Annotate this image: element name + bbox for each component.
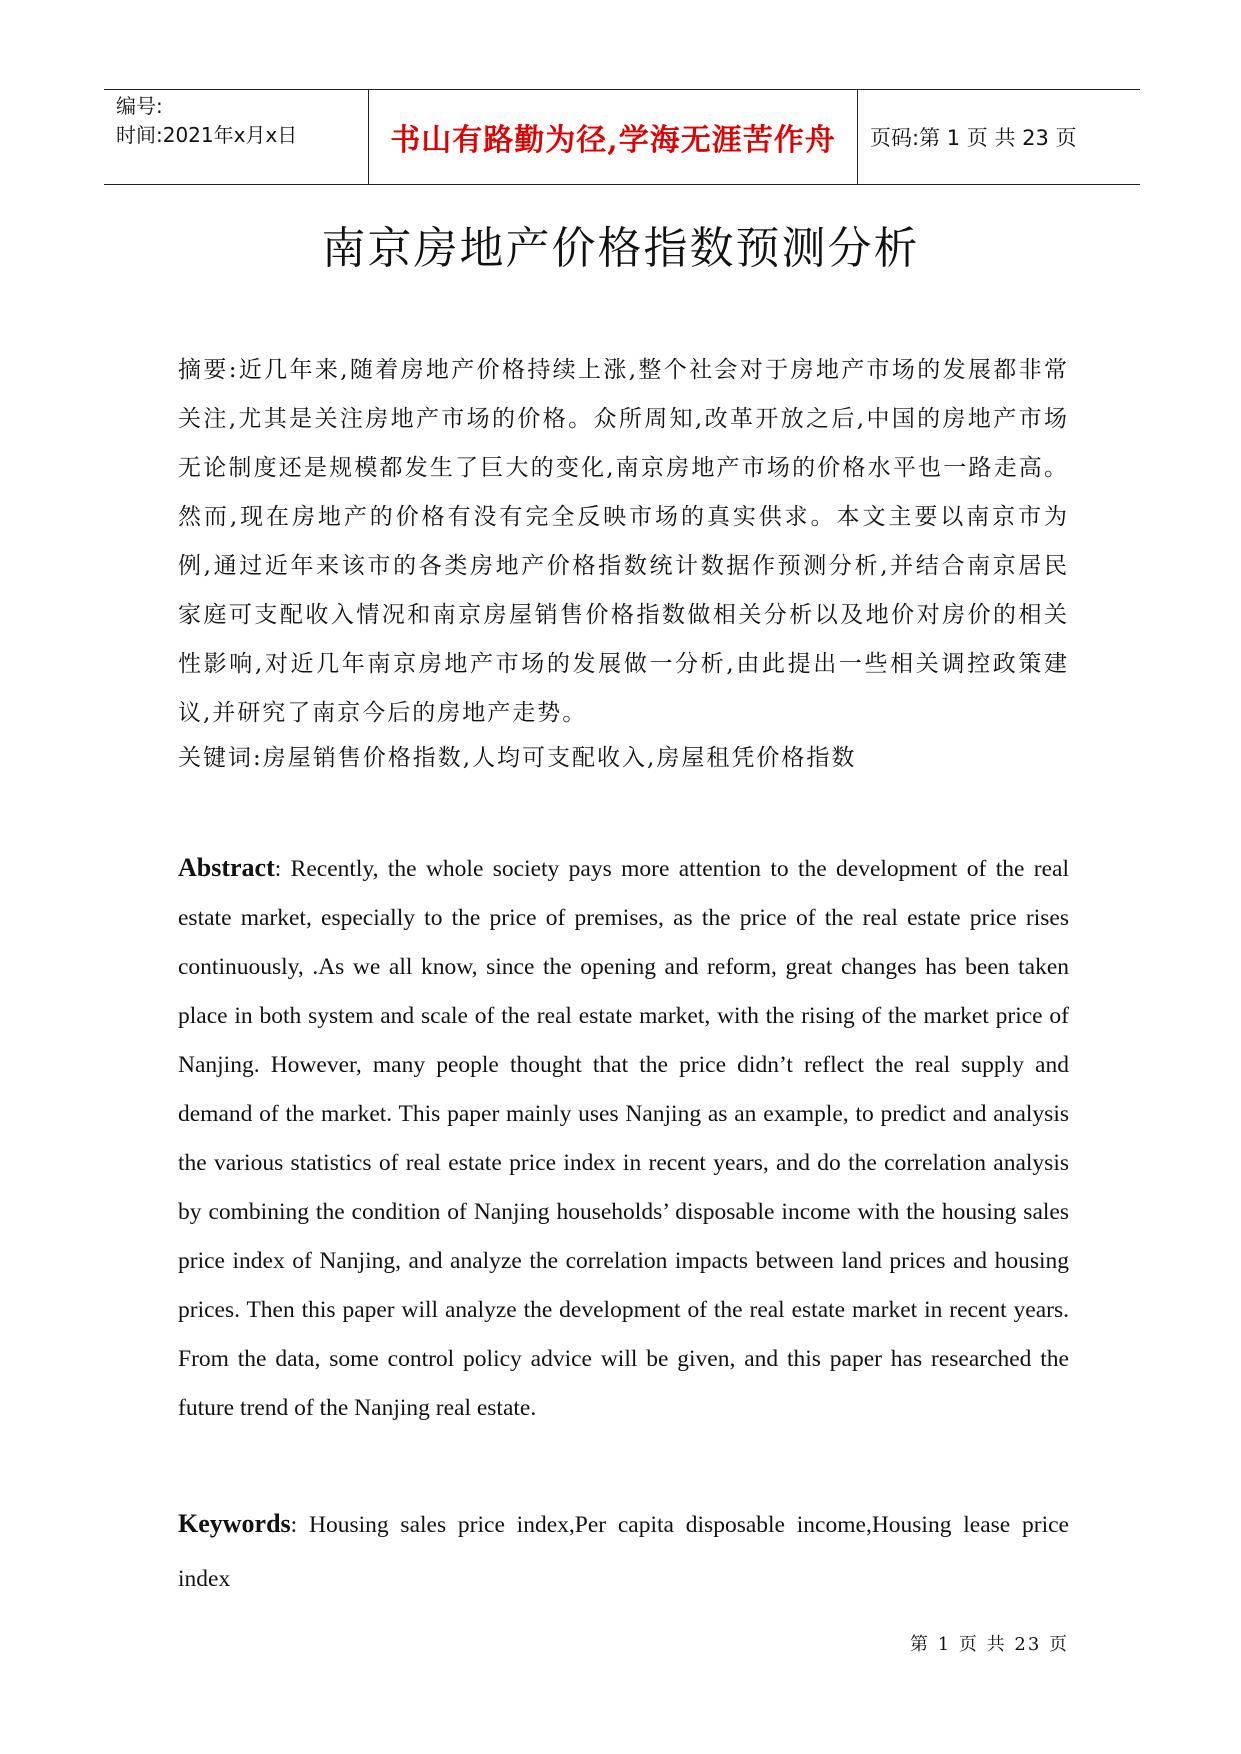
header-motto: 书山有路勤为径,学海无涯苦作舟: [369, 90, 858, 184]
page-header: [104, 89, 1140, 185]
abstract-chinese: 摘要:近几年来,随着房地产价格持续上涨,整个社会对于房地产市场的发展都非常关注,尤其是关注房地产市场的价格。众所周知,改革开放之后,中国的房地产市场无论制度还是规模都发生了巨大的变化,南京房地产市场的价格水平也一路走高。然而,现在房地产的价格有没有完全反映市场的真实供求。本文主要以南京市为例,通过近年来该市的各类房地产价格指数统计数据作预测分析,并结合南京居民家庭可支配收入情况和南京房屋销售价格指数做相关分析以及地价对房价的相关性影响,对近几年南京房地产市场的发展做一分析,由此提出一些相关调控政策建议,并研究了南京今后的房地产走势。: [178, 357, 1069, 726]
page-footer: 第 1 页 共 23 页: [910, 1634, 1069, 1655]
document-number-label: 编号:: [116, 94, 163, 118]
keywords-label: Keywords: [178, 1509, 291, 1538]
paper-title: 南京房地产价格指数预测分析: [321, 223, 920, 274]
header-meta: [104, 90, 369, 184]
abstract-english: [178, 843, 1069, 1433]
keywords-english: [178, 1497, 1069, 1606]
header-page-info: 页码:第 1 页 共 23 页: [870, 126, 1077, 150]
keywords-chinese: 关键词:房屋销售价格指数,人均可支配收入,房屋租凭价格指数: [178, 745, 857, 771]
document-time: 时间:2021年x月x日: [116, 123, 298, 147]
abstract-english-text: : Recently, the whole society pays more attention to the development of the real estate market, especially to the price of premises, as the price of the real estate price rises continuously, .As we all know, since the opening and reform, great changes has been taken place in both system and scale of the real estate market, with the rising of the market price of Nanjing. However, many people thought that the price didn’t reflect the real supply and demand of the market. This paper mainly uses Nanjing as an example, to predict and analysis the various statistics of real estate price index in recent years, and do the correlation analysis by combining the condition of Nanjing households’ disposable income with the housing sales price index of Nanjing, and analyze the correlation impacts between land prices and housing prices. Then this paper will analyze the development of the real estate market in recent years. From the data, some control policy advice will be given, and this paper has researched the future trend of the Nanjing real estate.: [178, 856, 1069, 1421]
abstract-label: Abstract: [178, 853, 275, 882]
keywords-english-text: : Housing sales price index,Per capita disposable income,Housing lease price index: [178, 1512, 1069, 1592]
